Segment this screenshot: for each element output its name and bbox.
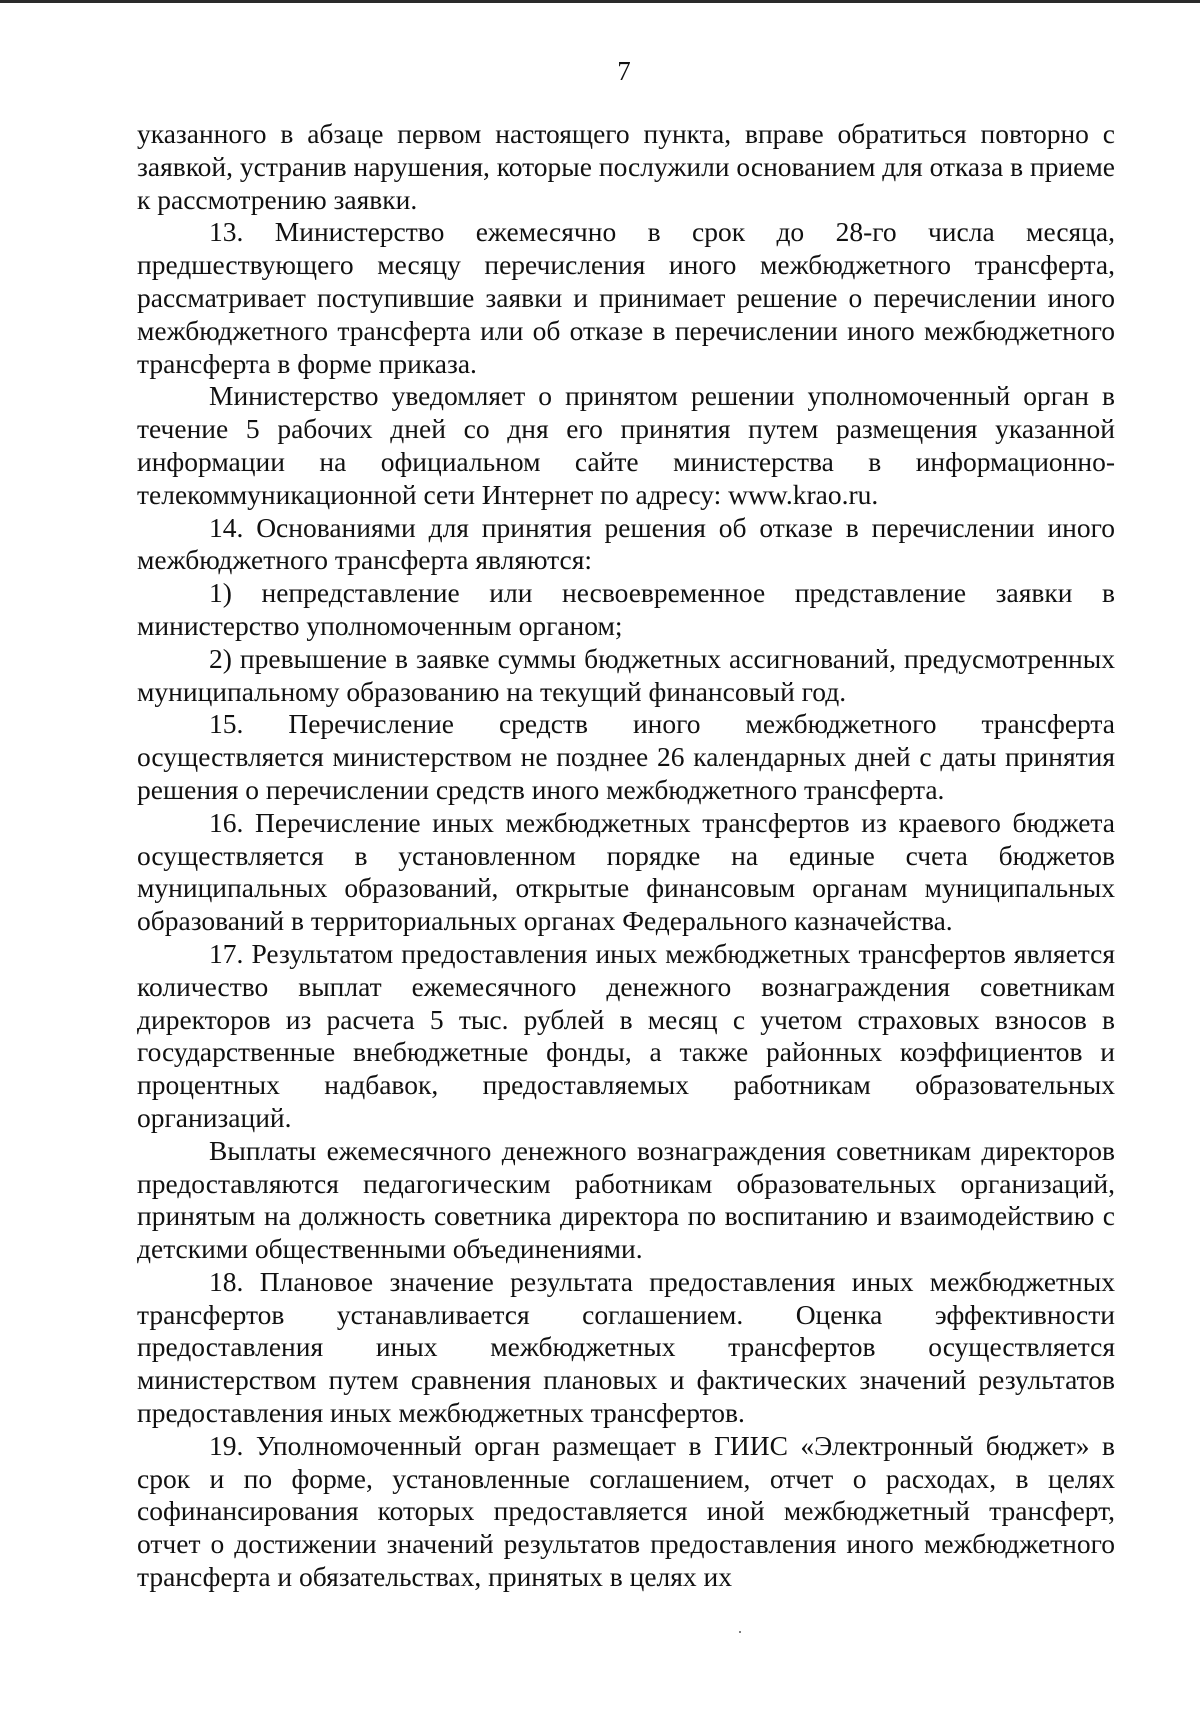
paragraph-13: 13. Министерство ежемесячно в срок до 28-го числа месяца, предшествующего месяцу перечисления иного межбюджетного трансферта, рассматривает поступившие заявки и принимает решение о перечислении иного межбюджетного трансферта или об отказе в перечислении иного межбюджетного трансферта в форме приказа. xyxy=(137,216,1115,379)
paragraph-14: 14. Основаниями для принятия решения об отказе в перечислении иного межбюджетного трансферта являются: xyxy=(137,511,1115,576)
paragraph-18: 18. Плановое значение результата предоставления иных межбюджетных трансфертов устанавливается соглашением. Оценка эффективности предоставления иных межбюджетных трансфертов осуществляется министерством путем сравнения плановых и фактических значений результатов предоставления иных межбюджетных трансфертов. xyxy=(137,1265,1115,1429)
paragraph-continuation: указанного в абзаце первом настоящего пункта, вправе обратиться повторно с заявкой, устранив нарушения, которые послужили основанием для отказа в приеме к рассмотрению заявки. xyxy=(137,118,1115,215)
paragraph-15: 15. Перечисление средств иного межбюджетного трансферта осуществляется министерством не позднее 26 календарных дней с даты принятия решения о перечислении средств иного межбюджетного трансферта. xyxy=(137,708,1115,805)
paragraph-14-item-1: 1) непредставление или несвоевременное представление заявки в министерство уполномоченным органом; xyxy=(137,577,1115,641)
paragraph-16: 16. Перечисление иных межбюджетных трансфертов из краевого бюджета осуществляется в установленном порядке на единые счета бюджетов муниципальных образований, открытые финансовым органам муниципальных образований в территориальных органах Федерального казначейства. xyxy=(137,806,1115,937)
paragraph-17: 17. Результатом предоставления иных межбюджетных трансфертов является количество выплат ежемесячного денежного вознаграждения советникам директоров из расчета 5 тыс. рублей в месяц с учетом страховых взносов в государственные внебюджетные фонды, а также районных коэффициентов и процентных надбавок, предоставляемых работникам образовательных организаций. xyxy=(137,937,1115,1133)
paragraph-14-item-2: 2) превышение в заявке суммы бюджетных ассигнований, предусмотренных муниципальному образованию на текущий финансовый год. xyxy=(137,642,1115,707)
document-body xyxy=(137,118,1115,1594)
top-border-line xyxy=(0,0,1200,3)
paragraph-17-payments: Выплаты ежемесячного денежного вознаграждения советникам директоров предоставляются педагогическим работникам образовательных организаций, принятым на должность советника директора по воспитанию и взаимодействию с детскими общественными объединениями. xyxy=(137,1134,1115,1265)
page-number: 7 xyxy=(617,56,631,86)
paragraph-13-notification: Министерство уведомляет о принятом решении уполномоченный орган в течение 5 рабочих дней со дня его принятия путем размещения указанной информации на официальном сайте министерства в информационно-телекоммуникационной сети Интернет по адресу: www.krao.ru. xyxy=(137,380,1115,510)
scan-artifact-dot xyxy=(739,1631,741,1633)
paragraph-19: 19. Уполномоченный орган размещает в ГИИС «Электронный бюджет» в срок и по форме, установленные соглашением, отчет о расходах, в целях софинансирования которых предоставляется иной межбюджетный трансферт, отчет о достижении значений результатов предоставления иного межбюджетного трансферта и обязательствах, принятых в целях их xyxy=(137,1429,1115,1593)
